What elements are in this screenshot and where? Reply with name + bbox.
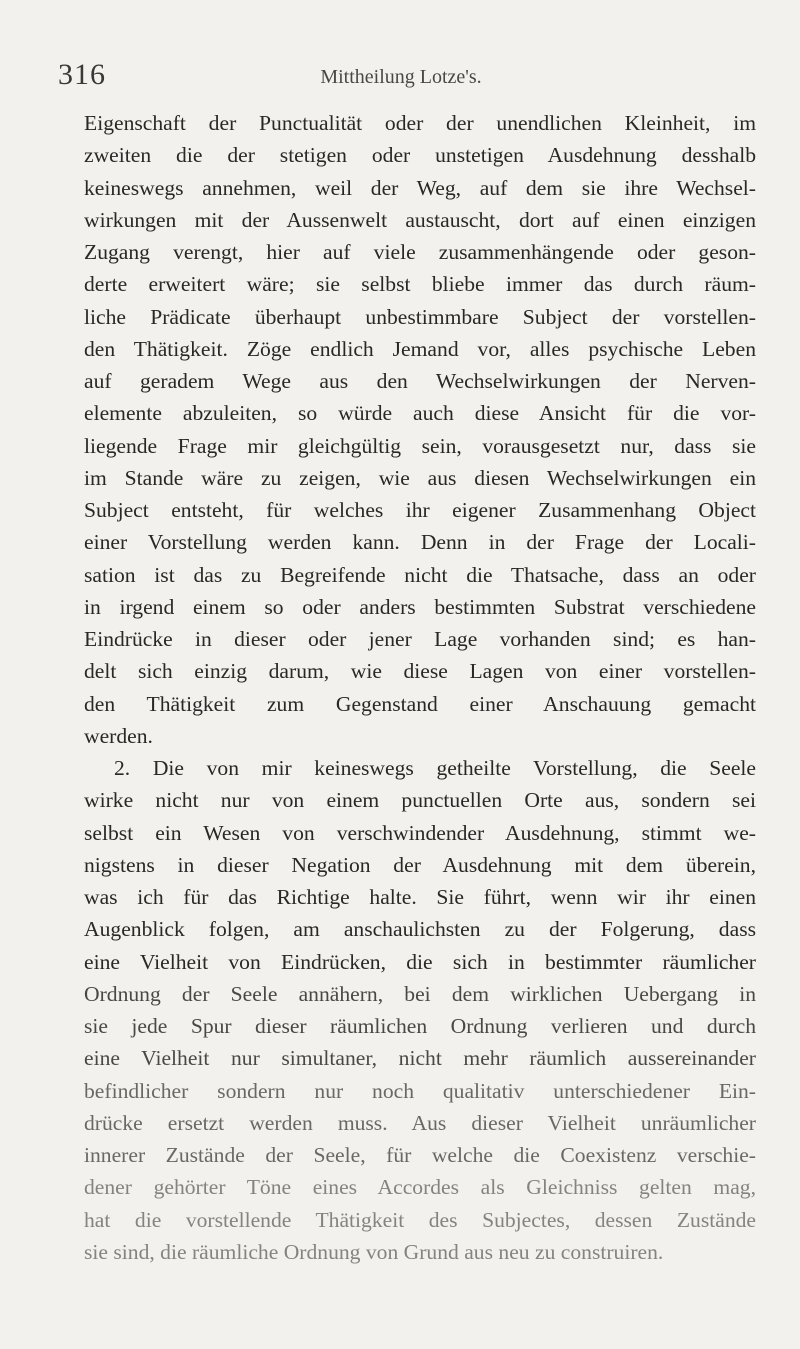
text-line: was ich für das Richtige halte. Sie führt, wenn wir ihr einen xyxy=(84,885,756,909)
paragraph-end-line: sie sind, die räumliche Ordnung von Grund aus neu zu construiren. xyxy=(84,1239,664,1264)
page-header xyxy=(58,58,744,98)
text-line: liegende Frage mir gleichgültig sein, vorausgesetzt nur, dass sie xyxy=(84,433,756,458)
text-line: auf geradem Wege aus den Wechselwirkungen der Nerven- xyxy=(84,369,756,393)
text-line: keineswegs annehmen, weil der Weg, auf dem sie ihre Wechsel- xyxy=(84,175,756,200)
text-line: drücke ersetzt werden muss. Aus dieser Vielheit unräumlicher xyxy=(84,1110,756,1135)
paragraph-end-line: werden. xyxy=(84,723,153,748)
paragraph-start-line: 2. Die von mir keineswegs getheilte Vorstellung, die Seele xyxy=(114,756,756,780)
text-line: derte erweitert wäre; sie selbst bliebe immer das durch räum- xyxy=(84,272,756,297)
text-line: wirke nicht nur von einem punctuellen Orte aus, sondern sei xyxy=(84,788,756,813)
text-line: sation ist das zu Begreifende nicht die Thatsache, dass an oder xyxy=(84,562,756,587)
text-line: eine Vielheit nur simultaner, nicht mehr räumlich aussereinander xyxy=(84,1046,756,1071)
text-line: zweiten die der stetigen oder unstetigen Ausdehnung desshalb xyxy=(84,143,756,168)
text-line: delt sich einzig darum, wie diese Lagen von einer vorstellen- xyxy=(84,659,756,684)
text-line: sie jede Spur dieser räumlichen Ordnung verlieren und durch xyxy=(84,1014,756,1038)
text-line: Eigenschaft der Punctualität oder der unendlichen Kleinheit, im xyxy=(84,111,756,135)
text-line: eine Vielheit von Eindrücken, die sich in bestimmter räumlicher xyxy=(84,949,756,974)
text-line: befindlicher sondern nur noch qualitativ unterschiedener Ein- xyxy=(84,1078,756,1103)
text-line: einer Vorstellung werden kann. Denn in der Frage der Locali- xyxy=(84,530,756,555)
text-line: innerer Zustände der Seele, für welche die Coexistenz verschie- xyxy=(84,1143,756,1167)
text-line: dener gehörter Töne eines Accordes als Gleichniss gelten mag, xyxy=(84,1175,756,1200)
text-line: elemente abzuleiten, so würde auch diese Ansicht für die vor- xyxy=(84,401,756,426)
text-line: wirkungen mit der Aussenwelt austauscht, dort auf einen einzigen xyxy=(84,207,756,232)
text-line: den Thätigkeit. Zöge endlich Jemand vor, alles psychische Leben xyxy=(84,336,756,361)
page-number: 316 xyxy=(58,58,106,91)
text-line: selbst ein Wesen von verschwindender Ausdehnung, stimmt we- xyxy=(84,820,756,845)
text-line: Subject entsteht, für welches ihr eigener Zusammenhang Object xyxy=(84,498,756,522)
text-line: Augenblick folgen, am anschaulichsten zu der Folgerung, dass xyxy=(84,917,756,942)
text-line: Eindrücke in dieser oder jener Lage vorhanden sind; es han- xyxy=(84,627,756,651)
body-text xyxy=(84,107,756,1268)
running-title: Mittheilung Lotze's. xyxy=(320,66,482,88)
text-line: Ordnung der Seele annähern, bei dem wirklichen Uebergang in xyxy=(84,981,756,1006)
text-line: hat die vorstellende Thätigkeit des Subjectes, dessen Zustände xyxy=(84,1207,756,1232)
text-line: liche Prädicate überhaupt unbestimmbare Subject der vorstellen- xyxy=(84,304,756,329)
text-line: nigstens in dieser Negation der Ausdehnung mit dem überein, xyxy=(84,852,756,877)
text-line: den Thätigkeit zum Gegenstand einer Anschauung gemacht xyxy=(84,691,756,716)
text-line: in irgend einem so oder anders bestimmten Substrat verschiedene xyxy=(84,594,756,619)
text-line: Zugang verengt, hier auf viele zusammenhängende oder geson- xyxy=(84,240,756,264)
text-line: im Stande wäre zu zeigen, wie aus diesen Wechselwirkungen ein xyxy=(84,465,756,490)
